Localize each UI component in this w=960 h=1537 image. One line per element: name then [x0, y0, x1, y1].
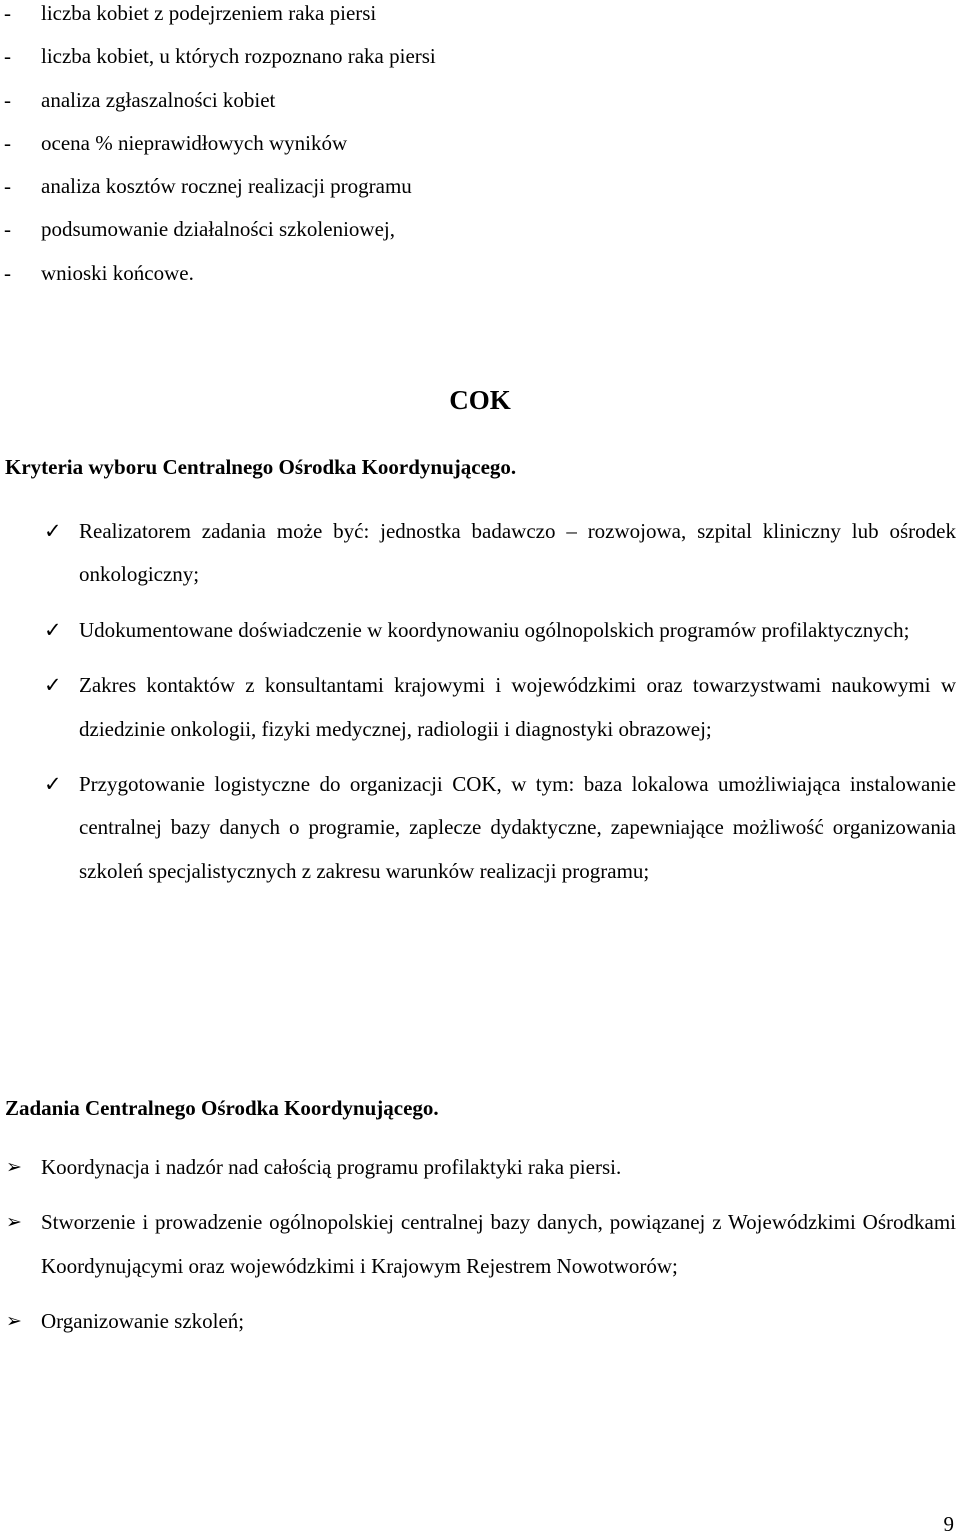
task-item-text: Organizowanie szkoleń;	[41, 1309, 245, 1334]
criteria-item-text: Udokumentowane doświadczenie w koordynowaniu ogólnopolskich programów profilaktycznych;	[79, 617, 910, 642]
checkmark-icon: ✓	[44, 617, 62, 642]
list-item-text: wnioski końcowe.	[41, 260, 194, 285]
arrowhead-icon: ➢	[6, 1156, 22, 1178]
task-item-text: Koordynacja i nadzór nad całością programu profilaktyki raka piersi.	[41, 1155, 622, 1179]
checkmark-icon: ✓	[44, 673, 62, 698]
task-item-text: Stworzenie i prowadzenie ogólnopolskiej centralnej bazy danych, powiązanej z Wojewódzkimi Ośrodkami Koordynującymi oraz wojewódzkimi i Krajowym Rejestrem Nowotworów;	[41, 1210, 956, 1278]
task-item	[0, 1146, 960, 1189]
cok-heading: COK	[449, 385, 511, 415]
dash-marker: -	[4, 44, 11, 69]
criteria-item-text: Realizatorem zadania może być: jednostka badawczo – rozwojowa, szpital kliniczny lub ośrodek onkologiczny;	[79, 519, 956, 587]
task-item	[0, 1201, 960, 1288]
criteria-item-text: Zakres kontaktów z konsultantami krajowymi i wojewódzkimi oraz towarzystwami naukowymi w dziedzinie onkologii, fizyki medycznej, radiologii i diagnostyki obrazowej;	[79, 673, 956, 741]
dash-marker: -	[4, 260, 11, 285]
page-number: 9	[943, 1512, 954, 1536]
dash-marker: -	[4, 174, 11, 199]
criteria-list	[0, 510, 960, 905]
task-item	[0, 1300, 960, 1343]
tasks-list	[0, 1146, 960, 1356]
arrowhead-icon: ➢	[6, 1310, 22, 1333]
criteria-item	[0, 609, 960, 652]
dash-marker: -	[4, 87, 11, 112]
list-item-text: analiza kosztów rocznej realizacji programu	[41, 174, 412, 199]
dash-marker: -	[4, 130, 11, 155]
criteria-item-text: Przygotowanie logistyczne do organizacji COK, w tym: baza lokalowa umożliwiająca instalowanie centralnej bazy danych o programie, zaplecze dydaktyczne, zapewniające możliwość organizowania szkoleń specjalistycznych z zakresu warunków realizacji programu;	[79, 772, 956, 883]
arrowhead-icon: ➢	[6, 1211, 22, 1234]
list-item-text: analiza zgłaszalności kobiet	[41, 87, 276, 112]
tasks-heading: Zadania Centralnego Ośrodka Koordynującego.	[5, 1096, 439, 1120]
list-item-text: liczba kobiet, u których rozpoznano raka piersi	[41, 44, 436, 69]
checkmark-icon: ✓	[44, 772, 62, 797]
criteria-item	[0, 763, 960, 893]
criteria-item	[0, 664, 960, 751]
criteria-item	[0, 510, 960, 597]
list-item-text: podsumowanie działalności szkoleniowej,	[41, 217, 395, 242]
list-item-text: liczba kobiet z podejrzeniem raka piersi	[41, 1, 377, 25]
dash-marker: -	[4, 217, 11, 242]
checkmark-icon: ✓	[44, 519, 62, 543]
criteria-heading: Kryteria wyboru Centralnego Ośrodka Koordynującego.	[5, 455, 517, 479]
dash-marker: -	[4, 1, 11, 25]
list-item-text: ocena % nieprawidłowych wyników	[41, 130, 348, 155]
